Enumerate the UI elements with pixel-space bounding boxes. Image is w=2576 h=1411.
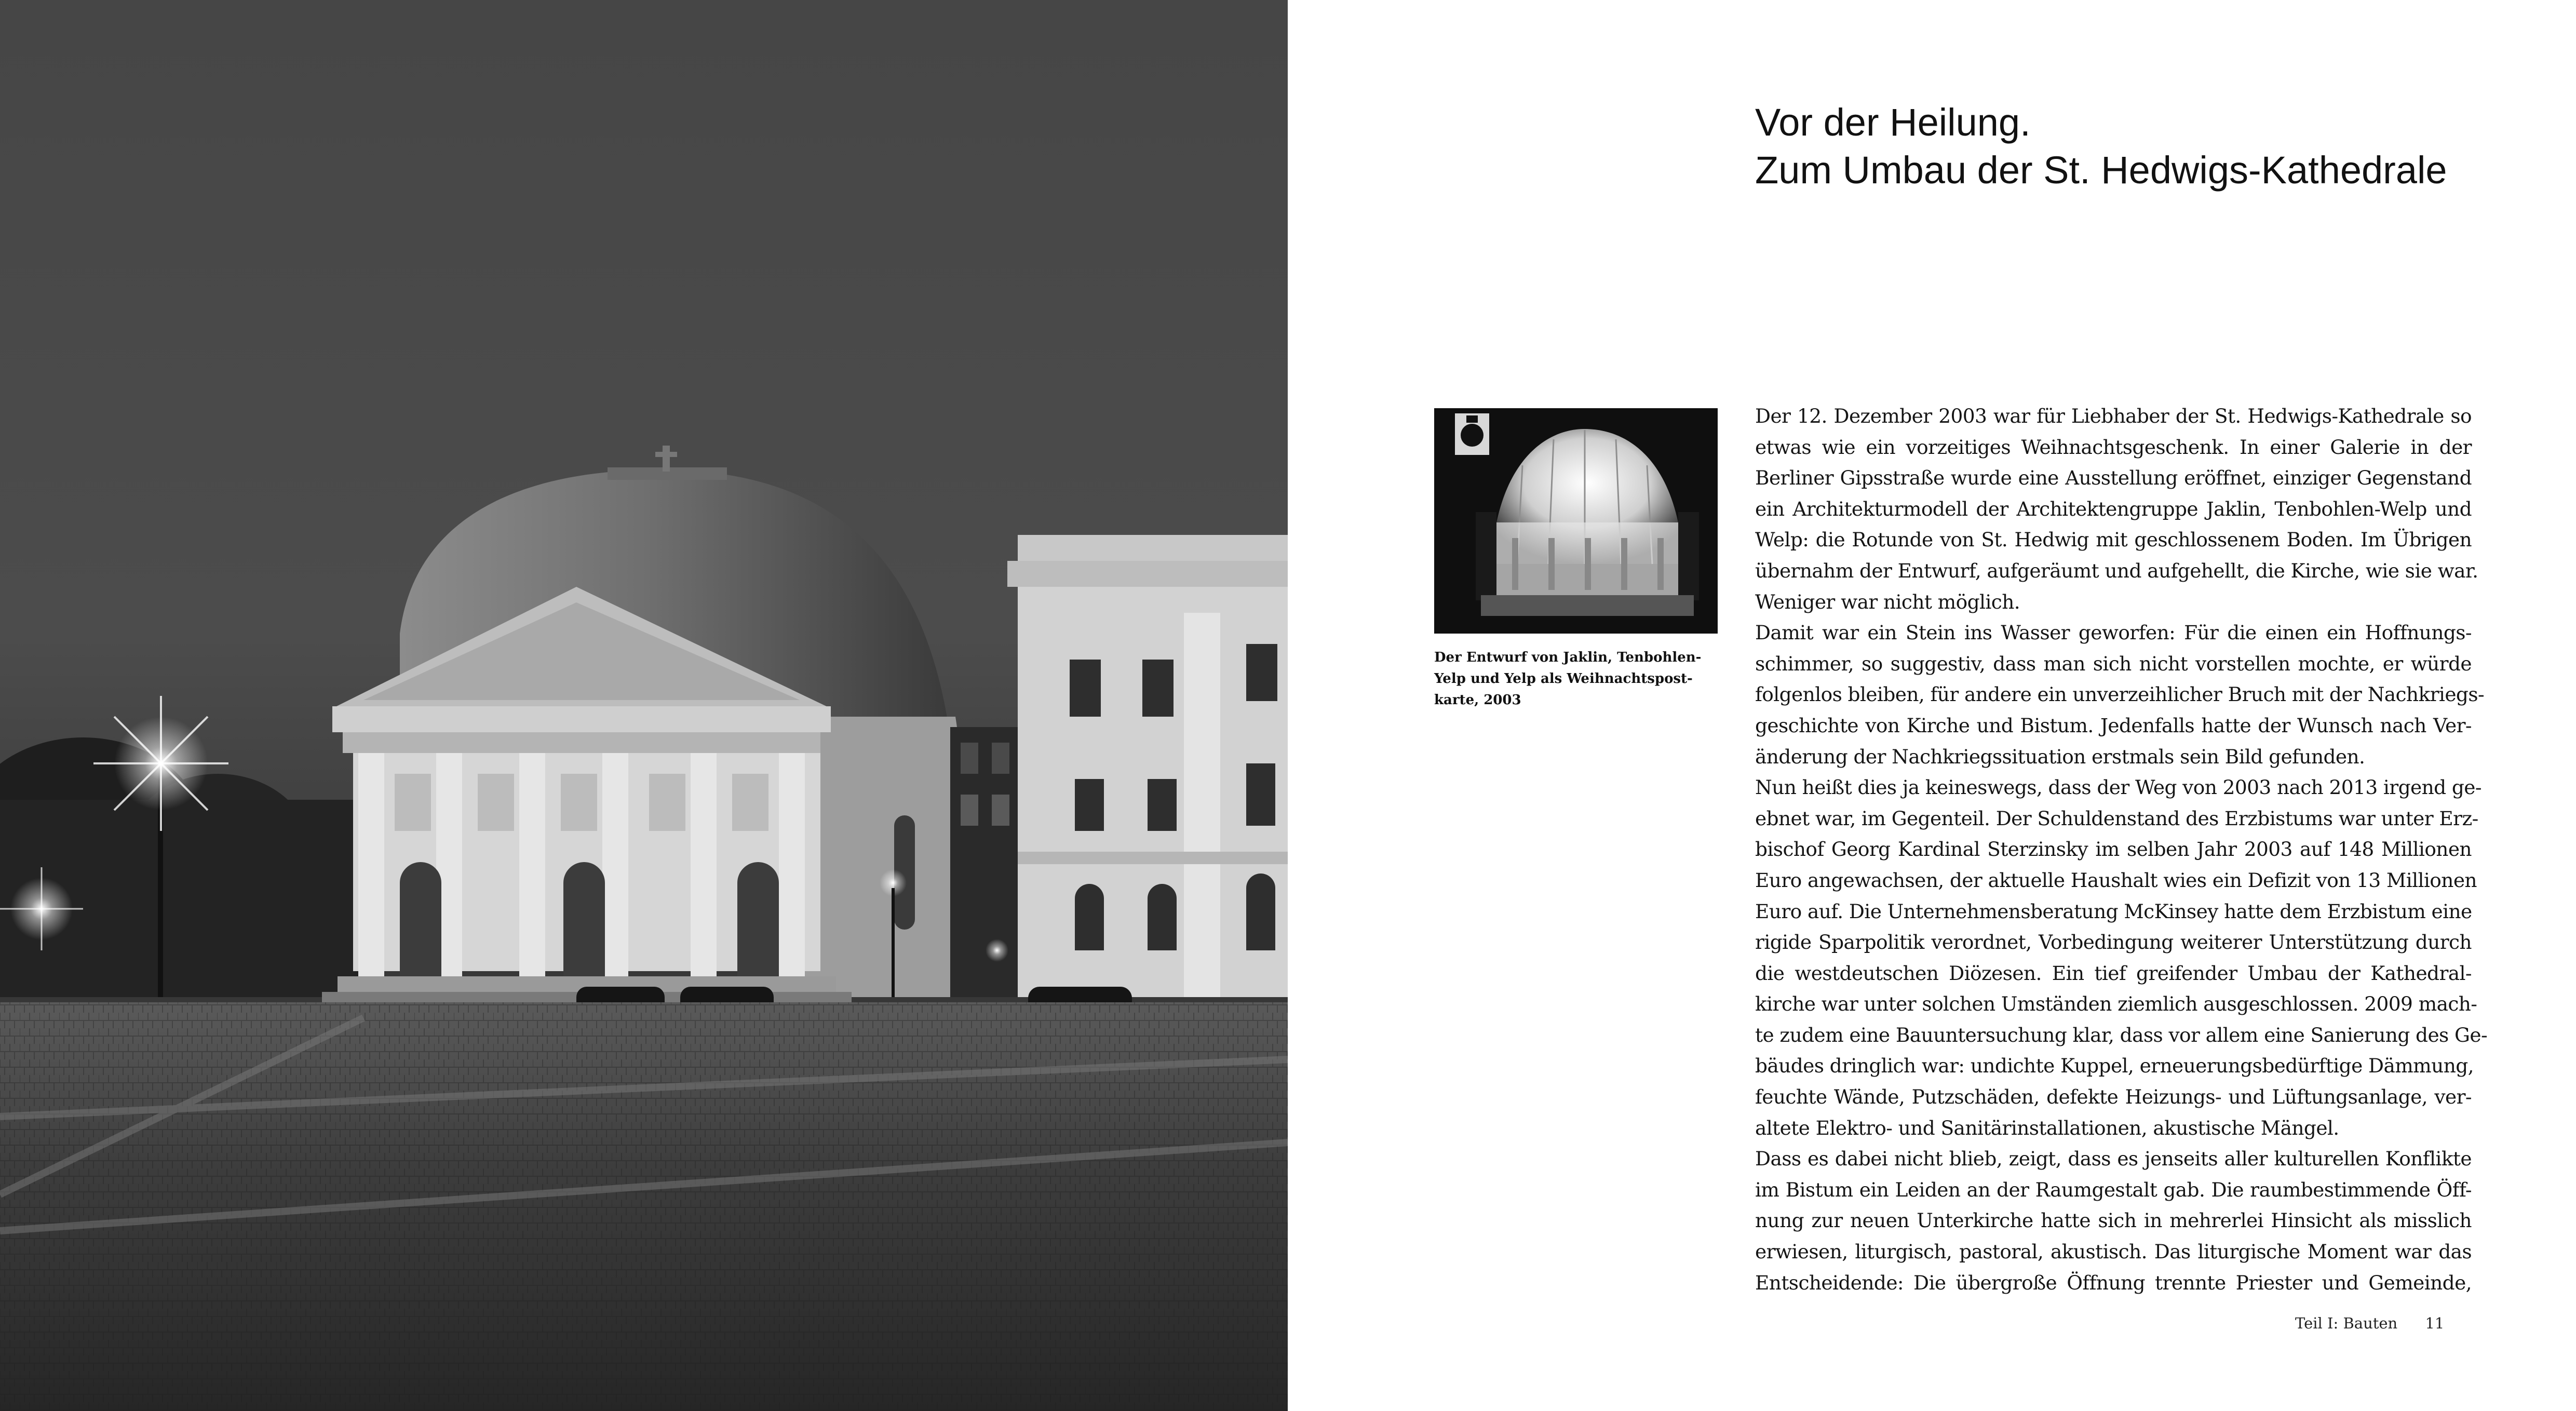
architecture-model-figure <box>1434 408 1718 634</box>
caption-line: karte, 2003 <box>1434 692 1521 708</box>
body-line: ebnet war, im Gegenteil. Der Schuldenstand des Erzbistums war unter Erz- <box>1755 807 2478 830</box>
body-line: im Bistum ein Leiden an der Raumgestalt gab. Die raumbestimmende Öff- <box>1755 1178 2472 1201</box>
body-line: feuchte Wände, Putzschäden, defekte Heizungs- und Lüftungsanlage, ver- <box>1755 1085 2472 1109</box>
body-line: kirche war unter solchen Umständen ziemlich ausgeschlossen. 2009 mach- <box>1755 992 2477 1016</box>
article-title <box>1755 99 2534 194</box>
body-line: etwas wie ein vorzeitiges Weihnachtsgeschenk. In einer Galerie in der <box>1755 435 2472 459</box>
body-line: folgenlos bleiben, für andere ein unverzeihlicher Bruch mit der Nachkriegs- <box>1755 683 2485 706</box>
body-line: Euro angewachsen, der aktuelle Haushalt wies ein Defizit von 13 Millionen <box>1755 868 2477 892</box>
body-line: bäudes dringlich war: undichte Kuppel, erneuerungsbedürftige Dämmung, <box>1755 1054 2474 1078</box>
body-line: Berliner Gipsstraße wurde eine Ausstellung eröffnet, einziger Gegenstand <box>1755 466 2472 490</box>
body-line: nung zur neuen Unterkirche hatte sich in mehrerlei Hinsicht als misslich <box>1755 1209 2472 1232</box>
body-line: schimmer, so suggestiv, dass man sich nicht vorstellen mochte, er würde <box>1755 652 2472 675</box>
body-line: ein Architekturmodell der Architektengruppe Jaklin, Tenbohlen-Welp und <box>1755 497 2472 520</box>
running-footer-section: Teil I: Bauten <box>2295 1314 2398 1332</box>
page-number: 11 <box>2425 1314 2445 1332</box>
caption-line: Der Entwurf von Jaklin, Tenbohlen- <box>1434 650 1702 665</box>
body-line: Der 12. Dezember 2003 war für Liebhaber der St. Hedwigs-Kathedrale so <box>1755 405 2472 427</box>
title-line-2: Zum Umbau der St. Hedwigs-Kathedrale <box>1755 149 2447 192</box>
architecture-model-photo-icon <box>1434 408 1718 634</box>
body-line: Nun heißt dies ja keineswegs, dass der Weg von 2003 nach 2013 irgend ge- <box>1755 776 2481 799</box>
caption-line: Yelp und Yelp als Weihnachtspost- <box>1434 671 1693 687</box>
body-line: Euro auf. Die Unternehmensberatung McKinsey hatte dem Erzbistum eine <box>1755 899 2472 923</box>
body-line: te zudem eine Bauuntersuchung klar, dass vor allem eine Sanierung des Ge- <box>1755 1023 2488 1046</box>
title-line-1: Vor der Heilung. <box>1755 101 2031 144</box>
body-line: altete Elektro- und Sanitärinstallationen, akustische Mängel. <box>1755 1116 2339 1139</box>
body-line: Weniger war nicht möglich. <box>1755 590 2020 613</box>
body-line: erwiesen, liturgisch, pastoral, akustisch. Das liturgische Moment war das <box>1755 1240 2472 1264</box>
body-line: übernahm der Entwurf, aufgeräumt und aufgehellt, die Kirche, wie sie war. <box>1755 559 2478 582</box>
body-line: Entscheidende: Die übergroße Öffnung trennte Priester und Gemeinde, <box>1755 1271 2472 1294</box>
body-line: geschichte von Kirche und Bistum. Jedenfalls hatte der Wunsch nach Ver- <box>1755 714 2472 737</box>
body-line: änderung der Nachkriegssituation erstmals sein Bild gefunden. <box>1755 745 2365 768</box>
body-line: bischof Georg Kardinal Sterzinsky im selben Jahr 2003 auf 148 Millionen <box>1755 838 2472 861</box>
body-line: Dass es dabei nicht blieb, zeigt, dass es jenseits aller kulturellen Konflikte <box>1755 1147 2472 1171</box>
body-line: rigide Sparpolitik verordnet, Vorbedingung weiterer Unterstützung durch <box>1755 931 2472 954</box>
page-footer <box>2295 1313 2503 1334</box>
body-line: Damit war ein Stein ins Wasser geworfen: Für die einen ein Hoffnungs- <box>1755 621 2472 644</box>
body-line: die westdeutschen Diözesen. Ein tief greifender Umbau der Kathedral- <box>1755 961 2472 985</box>
figure-caption <box>1434 647 1720 711</box>
body-text <box>1755 401 2488 1298</box>
body-line: Welp: die Rotunde von St. Hedwig mit geschlossenem Boden. Im Übrigen <box>1755 528 2472 552</box>
